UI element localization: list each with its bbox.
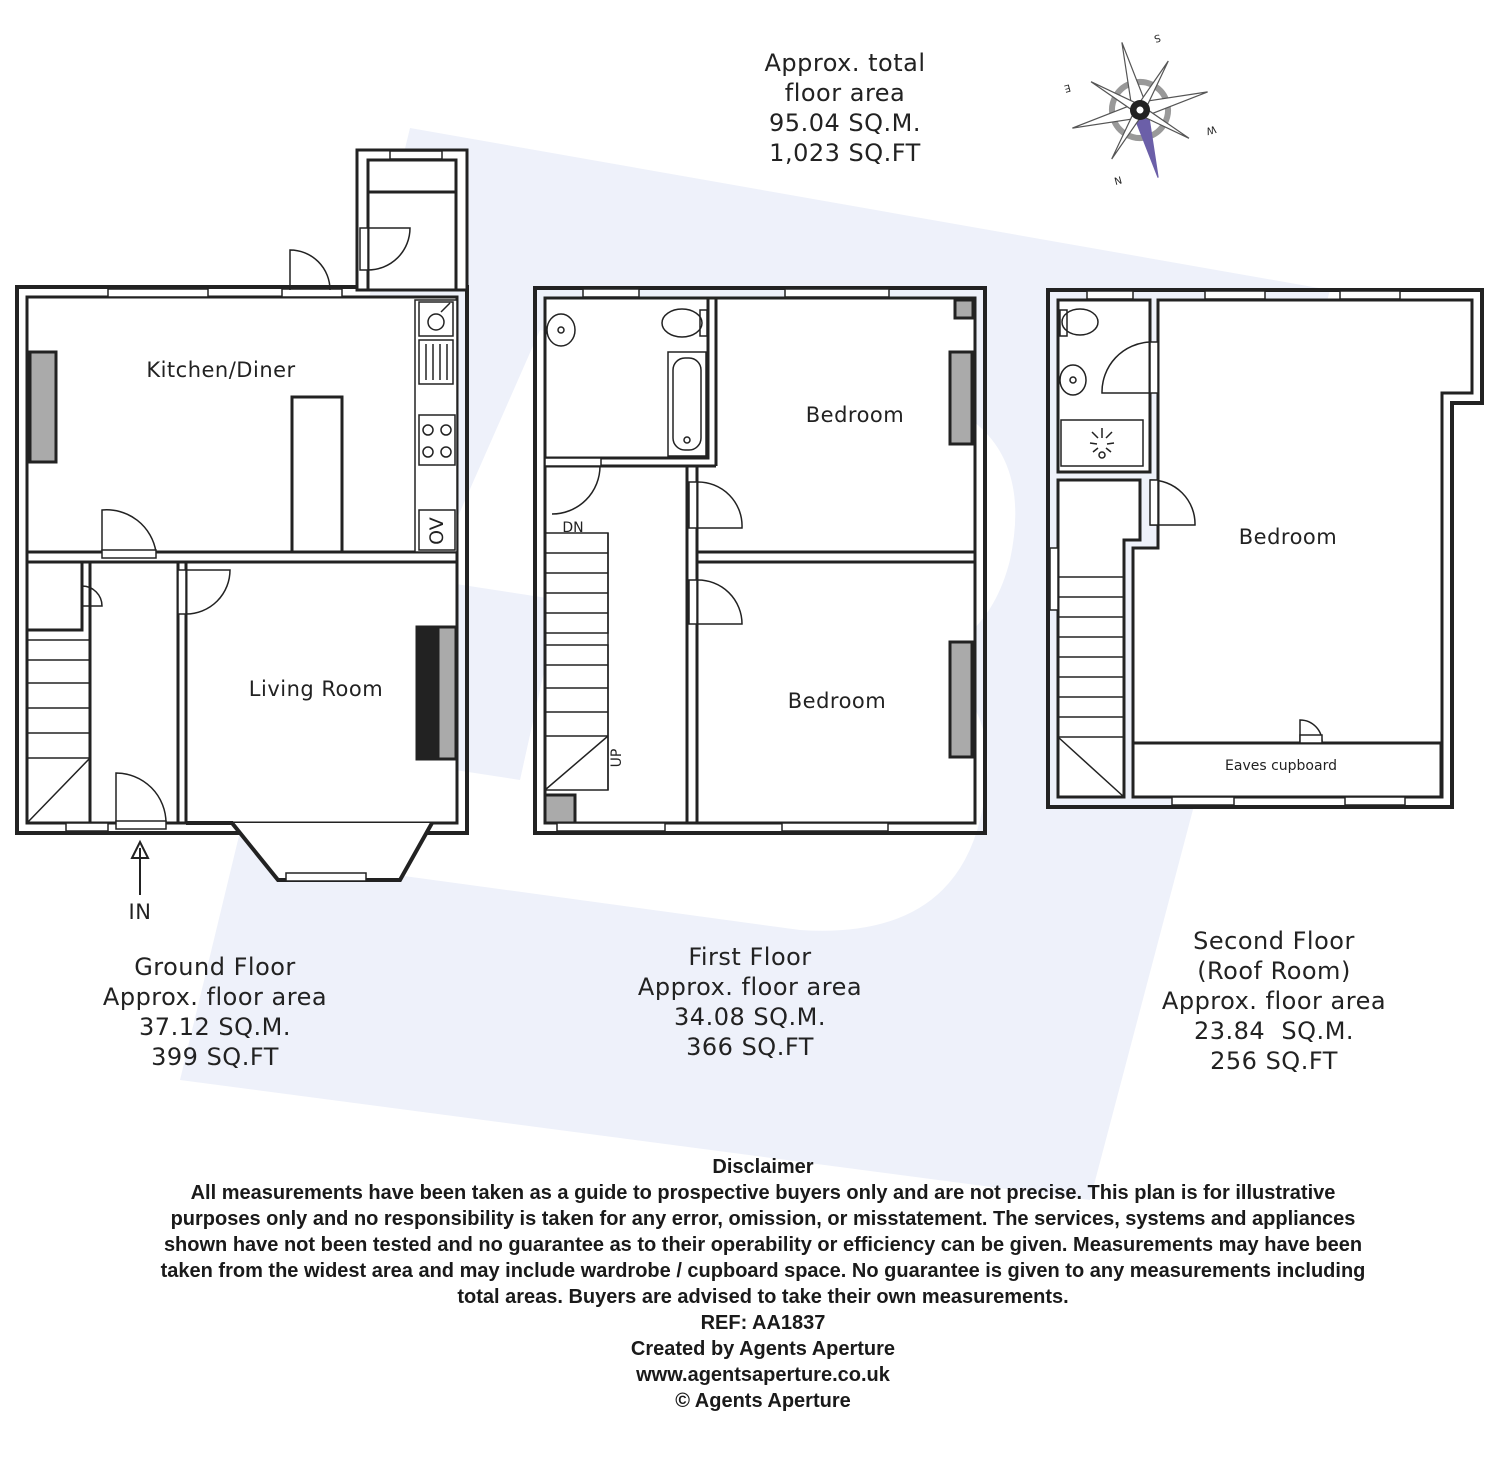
disclaimer-ref: REF: AA1837 [700,1312,826,1334]
second-floor-area-block [1149,926,1399,1076]
disclaimer-body: All measurements have been taken as a guide to prospective buyers only and are not precise. This plan is for illustrative purposes only and no responsibility is taken for any error, omission, or misstatement. The services, systems and appliances shown have not been tested and no guarantee as to their operability or efficiency can be given. Measurements may have been taken from the widest area and may include wardrobe / cupboard space. No guarantee is given to any measurements including total areas. Buyers are advised to take their own measurements. [160,1182,1366,1308]
room-label-living-room: Living Room [248,677,384,701]
room-label-eaves-cupboard: Eaves cupboard [1225,758,1337,774]
entrance-arrow [132,842,148,895]
second-floor-sqft: 256 SQ.FT [1210,1047,1338,1075]
second-floor-subtitle: (Roof Room) [1197,957,1351,985]
compass-south-label: S [1152,31,1162,44]
room-label-bedroom-front: Bedroom [787,689,887,713]
disclaimer-block [150,1154,1376,1414]
disclaimer-heading: Disclaimer [712,1156,814,1178]
disclaimer-created-by: Created by Agents Aperture [630,1338,896,1360]
disclaimer-website: www.agentsaperture.co.uk [636,1364,890,1386]
ground-floor-sqft: 399 SQ.FT [151,1043,279,1071]
compass-west-label: W [1204,122,1218,137]
stairs-down-label: DN [562,520,584,536]
second-floor-sqm: 23.84 SQ.M. [1193,1017,1355,1045]
room-label-kitchen-diner: Kitchen/Diner [146,358,296,382]
first-floor-outline [535,288,985,833]
second-floor-title: Second Floor [1193,927,1355,955]
ground-floor-sqm: 37.12 SQ.M. [139,1013,291,1041]
compass-north-label: N [1112,173,1123,186]
total-area-sqm: 95.04 SQ.M. [769,109,921,137]
second-floor-area-label: Approx. floor area [1161,987,1387,1015]
first-floor-area-label: Approx. floor area [637,973,863,1001]
oven-label: OV [426,517,448,545]
total-area-line2: floor area [784,79,906,107]
first-floor-area-block [625,942,875,1062]
ground-floor-area-block [90,952,340,1072]
entrance-label: IN [128,900,152,924]
room-label-bedroom-rear: Bedroom [805,403,905,427]
total-area-line1: Approx. total [764,49,926,77]
total-area-block [725,48,965,168]
first-floor-title: First Floor [688,943,812,971]
stairs-up-label: UP [609,748,625,768]
total-area-sqft: 1,023 SQ.FT [769,139,921,167]
compass-east-label: E [1062,81,1072,94]
first-floor-sqm: 34.08 SQ.M. [674,1003,826,1031]
ground-floor-outline [17,150,467,880]
room-label-roof-bedroom: Bedroom [1238,525,1338,549]
ground-floor-area-label: Approx. floor area [102,983,328,1011]
ground-floor-title: Ground Floor [134,953,296,981]
first-floor-sqft: 366 SQ.FT [686,1033,814,1061]
compass-icon [1054,24,1225,195]
disclaimer-copyright: © Agents Aperture [675,1390,851,1412]
